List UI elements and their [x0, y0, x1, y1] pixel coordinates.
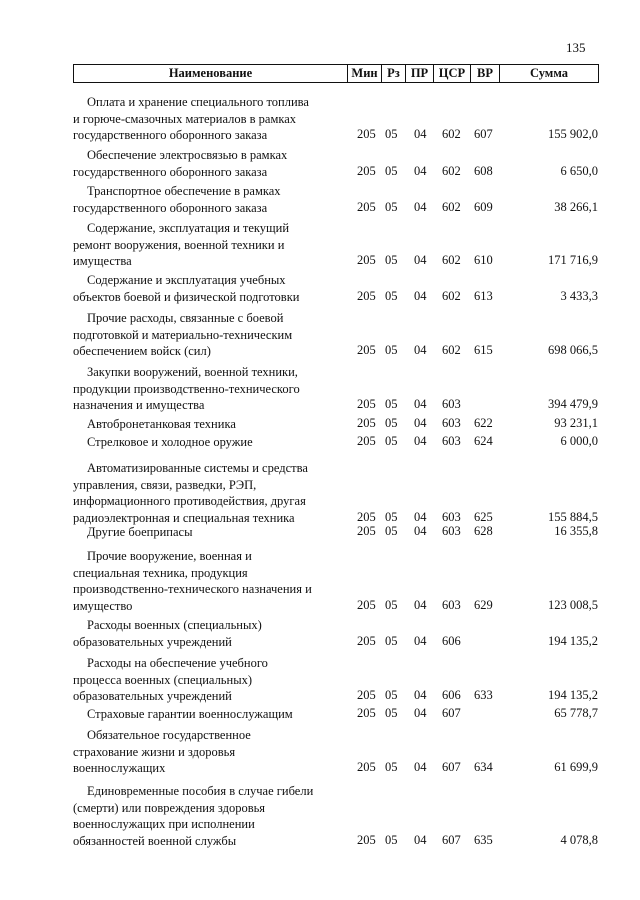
row-name-line: Транспортное обеспечение в рамках [87, 184, 281, 198]
row-pr: 04 [414, 524, 427, 538]
row-name [73, 364, 343, 414]
row-rz: 05 [385, 416, 398, 430]
row-name-line: военнослужащих [73, 761, 166, 775]
row-name [73, 548, 343, 614]
row-rz: 05 [385, 509, 398, 524]
row-vr: 622 [474, 416, 493, 430]
row-name-line: ремонт вооружения, военной техники и [73, 237, 285, 252]
header-min: Мин [347, 64, 382, 83]
row-csr: 602 [442, 199, 461, 214]
row-pr: 04 [414, 633, 427, 648]
row-pr: 04 [414, 760, 427, 774]
row-sum: 4 078,8 [560, 832, 598, 847]
row-name-line: обеспечением войск (сил) [73, 344, 211, 358]
row-rz: 05 [385, 832, 398, 847]
row-sum: 394 479,9 [548, 397, 598, 411]
header-name: Наименование [73, 64, 348, 83]
row-vr: 633 [474, 688, 493, 702]
row-vr: 634 [474, 760, 493, 774]
row-name [73, 460, 343, 526]
row-csr: 602 [442, 288, 461, 303]
row-vr: 625 [474, 509, 493, 524]
row-pr: 04 [414, 416, 427, 430]
row-name [73, 147, 343, 180]
row-sum: 698 066,5 [548, 343, 598, 357]
row-min: 205 [357, 397, 376, 411]
row-vr: 624 [474, 434, 493, 448]
row-pr: 04 [414, 163, 427, 178]
row-min: 205 [357, 127, 376, 141]
row-min: 205 [357, 633, 376, 648]
row-vr: 628 [474, 524, 493, 538]
row-pr: 04 [414, 434, 427, 448]
row-rz: 05 [385, 253, 398, 267]
row-name-line: радиоэлектронная и специальная техника [73, 510, 295, 525]
row-min: 205 [357, 509, 376, 524]
row-min: 205 [357, 832, 376, 847]
row-csr: 602 [442, 343, 461, 357]
header-rz: Рз [381, 64, 406, 83]
row-name-line: Стрелковое и холодное оружие [87, 435, 253, 449]
row-rz: 05 [385, 343, 398, 357]
row-name-line: Прочие вооружение, военная и [87, 549, 252, 563]
row-name [73, 183, 343, 216]
row-pr: 04 [414, 127, 427, 141]
row-name-line: производственно-технического назначения и [73, 582, 312, 596]
row-sum: 155 902,0 [548, 127, 598, 141]
row-sum: 171 716,9 [548, 253, 598, 267]
row-sum: 16 355,8 [554, 524, 598, 538]
row-name [73, 220, 343, 270]
row-sum: 93 231,1 [554, 416, 598, 430]
row-vr: 609 [474, 199, 493, 214]
row-name-line: имущества [73, 254, 132, 268]
row-min: 205 [357, 163, 376, 178]
row-rz: 05 [385, 434, 398, 448]
row-name-line: Единовременные пособия в случае гибели [87, 784, 314, 798]
row-name-line: государственного оборонного заказа [73, 164, 268, 179]
row-csr: 603 [442, 509, 461, 524]
row-rz: 05 [385, 760, 398, 774]
row-name-line: объектов боевой и физической подготовки [73, 289, 300, 304]
row-rz: 05 [385, 633, 398, 648]
row-name-line: (смерти) или повреждения здоровья [73, 800, 266, 815]
row-rz: 05 [385, 127, 398, 141]
row-name-line: Содержание, эксплуатация и текущий [87, 221, 290, 235]
row-name-line: Расходы на обеспечение учебного [87, 656, 268, 670]
row-min: 205 [357, 343, 376, 357]
row-min: 205 [357, 199, 376, 214]
row-rz: 05 [385, 163, 398, 178]
row-csr: 602 [442, 163, 461, 178]
row-name-line: образовательных учреждений [73, 689, 232, 703]
row-vr: 607 [474, 127, 493, 141]
row-sum: 155 884,5 [548, 509, 598, 524]
row-sum: 6 650,0 [560, 163, 598, 178]
row-name [73, 94, 343, 144]
row-rz: 05 [385, 199, 398, 214]
row-name-line: Страховые гарантии военнослужащим [87, 707, 293, 721]
row-pr: 04 [414, 199, 427, 214]
row-name [73, 617, 343, 650]
row-vr: 635 [474, 832, 493, 847]
row-name-line: процесса военных (специальных) [73, 672, 253, 687]
row-name-line: Другие боеприпасы [87, 525, 193, 539]
row-name-line: военнослужащих при исполнении [73, 817, 255, 831]
page-number: 135 [566, 40, 586, 55]
row-min: 205 [357, 760, 376, 774]
row-pr: 04 [414, 343, 427, 357]
row-name-line: страхование жизни и здоровья [73, 744, 236, 759]
row-name-line: управления, связи, разведки, РЭП, [73, 477, 257, 492]
row-pr: 04 [414, 397, 427, 411]
row-sum: 123 008,5 [548, 597, 598, 612]
row-name-line: Прочие расходы, связанные с боевой [87, 311, 284, 325]
row-csr: 607 [442, 760, 461, 774]
row-name-line: Расходы военных (специальных) [87, 618, 262, 632]
row-sum: 61 699,9 [554, 760, 598, 774]
row-name [73, 727, 343, 777]
row-vr: 608 [474, 163, 493, 178]
row-csr: 607 [442, 832, 461, 847]
row-name [73, 655, 343, 705]
row-min: 205 [357, 416, 376, 430]
row-sum: 194 135,2 [548, 688, 598, 702]
row-name-line: и горюче-смазочных материалов в рамках [73, 111, 297, 126]
row-name-line: обязанностей военной службы [73, 833, 237, 848]
row-rz: 05 [385, 597, 398, 612]
row-pr: 04 [414, 253, 427, 267]
row-name-line: продукции производственно-технического [73, 381, 300, 396]
row-csr: 606 [442, 688, 461, 702]
row-min: 205 [357, 434, 376, 448]
row-min: 205 [357, 524, 376, 538]
row-name-line: специальная техника, продукция [73, 565, 248, 580]
row-name-line: государственного оборонного заказа [73, 200, 268, 215]
row-name [73, 783, 343, 849]
row-vr: 615 [474, 343, 493, 357]
row-min: 205 [357, 253, 376, 267]
row-min: 205 [357, 597, 376, 612]
row-name [73, 706, 343, 723]
row-csr: 603 [442, 397, 461, 411]
row-vr: 610 [474, 253, 493, 267]
row-pr: 04 [414, 597, 427, 612]
row-csr: 603 [442, 434, 461, 448]
row-rz: 05 [385, 397, 398, 411]
header-csr: ЦСР [433, 64, 471, 83]
row-pr: 04 [414, 288, 427, 303]
row-name [73, 524, 343, 541]
row-rz: 05 [385, 688, 398, 702]
row-name-line: Содержание и эксплуатация учебных [87, 273, 286, 287]
row-name [73, 416, 343, 433]
row-vr: 613 [474, 288, 493, 303]
row-name-line: образовательных учреждений [73, 634, 232, 649]
header-vr: ВР [470, 64, 500, 83]
row-pr: 04 [414, 688, 427, 702]
row-name [73, 272, 343, 305]
row-csr: 602 [442, 253, 461, 267]
row-csr: 603 [442, 597, 461, 612]
row-pr: 04 [414, 509, 427, 524]
row-name [73, 310, 343, 360]
row-rz: 05 [385, 288, 398, 303]
row-name-line: Автоматизированные системы и средства [87, 461, 308, 475]
row-csr: 606 [442, 633, 461, 648]
row-sum: 3 433,3 [560, 288, 598, 303]
row-name-line: информационного противодействия, другая [73, 494, 306, 508]
header-pr: ПР [405, 64, 434, 83]
row-name-line: Автобронетанковая техника [87, 417, 236, 431]
row-rz: 05 [385, 524, 398, 538]
row-csr: 603 [442, 524, 461, 538]
row-name-line: Обеспечение электросвязью в рамках [87, 148, 288, 162]
row-min: 205 [357, 288, 376, 303]
row-name-line: имущество [73, 598, 133, 613]
row-name-line: Закупки вооружений, военной техники, [87, 365, 298, 379]
row-name [73, 434, 343, 451]
row-csr: 602 [442, 127, 461, 141]
row-name-line: государственного оборонного заказа [73, 128, 268, 142]
row-name-line: подготовкой и материально-техническим [73, 327, 293, 342]
row-csr: 603 [442, 416, 461, 430]
row-vr: 629 [474, 597, 493, 612]
row-sum: 6 000,0 [560, 434, 598, 448]
row-sum: 194 135,2 [548, 633, 598, 648]
row-name-line: Оплата и хранение специального топлива [87, 95, 309, 109]
row-name-line: назначения и имущества [73, 398, 205, 412]
row-pr: 04 [414, 832, 427, 847]
row-sum: 65 778,7 [554, 706, 598, 720]
header-sum: Сумма [499, 64, 599, 83]
row-min: 205 [357, 706, 376, 720]
row-rz: 05 [385, 706, 398, 720]
row-min: 205 [357, 688, 376, 702]
row-pr: 04 [414, 706, 427, 720]
row-name-line: Обязательное государственное [87, 728, 251, 742]
row-csr: 607 [442, 706, 461, 720]
row-sum: 38 266,1 [554, 199, 598, 214]
